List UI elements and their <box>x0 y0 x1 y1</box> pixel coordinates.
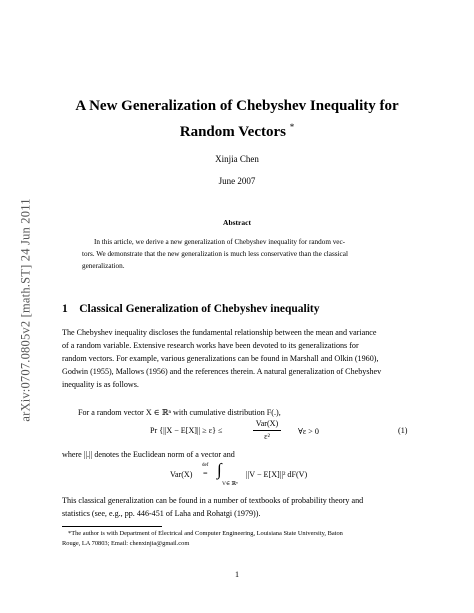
eq2-def-word: def <box>202 463 209 468</box>
section-title: Classical Generalization of Chebyshev inequality <box>79 303 320 315</box>
equation-number: (1) <box>398 426 408 435</box>
eq2-subscript: V∈ ℝⁿ <box>222 481 238 487</box>
body-line: of a random variable. Extensive research works have been devoted to its generalizations for <box>62 341 359 350</box>
footnote-line: *The author is with Department of Electrical and Computer Engineering, Louisiana State University, Baton <box>68 530 343 537</box>
abstract-line: In this article, we derive a new generalization of Chebyshev inequality for random vec- <box>94 238 346 246</box>
footnote-rule <box>62 526 162 527</box>
page-number: 1 <box>234 570 240 579</box>
body-line: inequality is as follows. <box>62 380 139 389</box>
body-line: The Chebyshev inequality discloses the fundamental relationship between the mean and variance <box>62 328 377 337</box>
eq1-left: Pr {||X − E[X]|| ≥ ε} ≤ <box>150 426 223 435</box>
integral-sign: ∫ <box>217 460 222 479</box>
eq1-denominator: ε² <box>264 432 270 441</box>
paper-title-line2 <box>0 122 474 141</box>
abstract-line: tors. We demonstrate that the new generalization is much less conservative than the classical <box>82 250 348 258</box>
paper-title-text: Random Vectors <box>179 124 286 140</box>
eq2-integrand: ||V − E[X]||² dF(V) <box>246 470 308 479</box>
section-heading <box>62 303 319 315</box>
equation-1 <box>150 426 222 435</box>
body-line: statistics (see, e.g., pp. 446-451 of Laha and Rohatgi (1979)). <box>62 509 261 518</box>
paper-title-line1: A New Generalization of Chebyshev Inequality for <box>75 98 399 114</box>
eq1-numerator: Var(X) <box>255 419 279 428</box>
body-line: where ||.|| denotes the Euclidean norm of a vector and <box>62 450 235 459</box>
body-line: random vectors. For example, various generalizations can be found in Marshall and Olkin (1960), <box>62 354 379 363</box>
date: June 2007 <box>218 176 256 186</box>
body-line: Godwin (1955), Mallows (1956) and the references therein. A natural generalization of Chebyshev <box>62 367 382 376</box>
body-line: For a random vector X ∈ ℝⁿ with cumulative distribution F(.), <box>78 408 281 417</box>
eq1-condition: ∀ε > 0 <box>298 427 319 436</box>
abstract-heading: Abstract <box>223 218 251 227</box>
arxiv-identifier: arXiv:0707.0805v2 [math.ST] 24 Jun 2011 <box>18 198 33 422</box>
abstract-line: generalization. <box>82 262 125 270</box>
author-name: Xinjia Chen <box>215 154 259 164</box>
title-footnote-mark: * <box>289 122 295 132</box>
footnote-line: Rouge, LA 70803; Email: chenxinjia@gmail.com <box>62 540 190 547</box>
fraction-bar <box>253 430 281 431</box>
section-number: 1 <box>62 303 68 315</box>
eq2-equals: = <box>203 469 208 478</box>
body-line: This classical generalization can be found in a number of textbooks of probability theory and <box>62 496 364 505</box>
eq2-left: Var(X) <box>170 470 193 479</box>
